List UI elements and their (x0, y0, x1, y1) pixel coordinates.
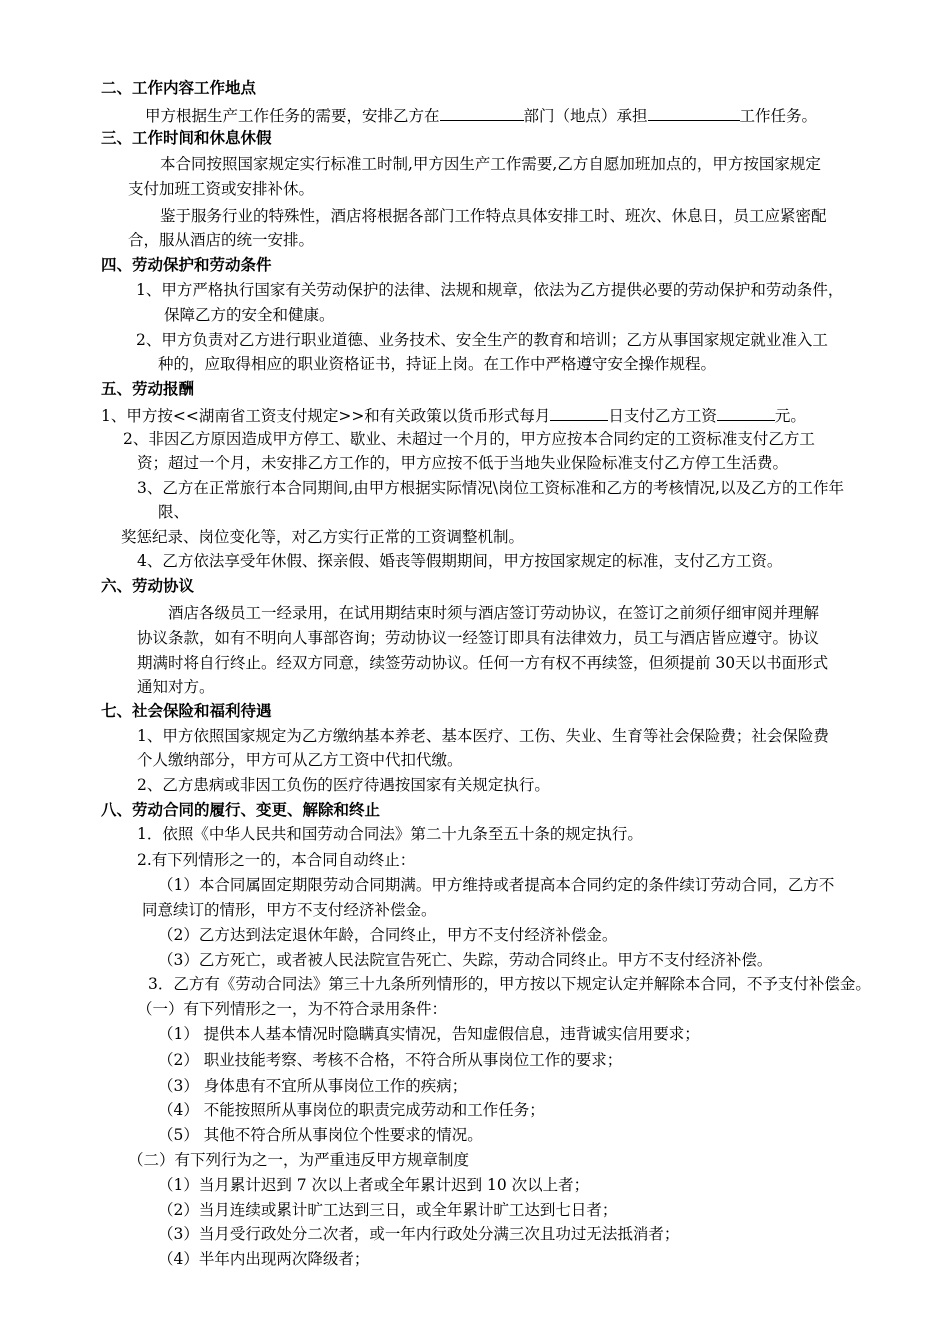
paragraph-line: 通知对方。 (137, 678, 215, 696)
paragraph-line: 支付加班工资或安排补休。 (128, 180, 315, 198)
text-segment: 日支付乙方工资 (608, 407, 717, 425)
list-item-line: （1）本合同属固定期限劳动合同期满。甲方维持或者提高本合同约定的条件续订劳动合同，乙方不 (158, 876, 835, 894)
section-heading-remuneration: 五、劳动报酬 (101, 380, 195, 398)
paragraph-line: 酒店各级员工一经录用，在试用期结束时须与酒店签订劳动协议，在签订之前须仔细审阅并理解 (168, 604, 820, 622)
section-heading-contract-termination: 八、劳动合同的履行、变更、解除和终止 (101, 801, 381, 819)
list-item-line (101, 403, 806, 425)
section-heading-work-hours: 三、工作时间和休息休假 (101, 129, 272, 147)
text-segment: 甲方根据生产工作任务的需要，安排乙方在 (145, 107, 440, 125)
list-item-line: 个人缴纳部分，甲方可从乙方工资中代扣代缴。 (137, 751, 463, 769)
list-item-line: 3．乙方有《劳动合同法》第三十九条所列情形的，甲方按以下规定认定并解除本合同，不予支付补偿金。 (148, 975, 871, 993)
section-heading-work-content: 二、工作内容工作地点 (101, 79, 257, 97)
list-item-line: （2）当月连续或累计旷工达到三日，或全年累计旷工达到七日者； (158, 1201, 618, 1219)
text-segment: 1、甲方按<<湖南省工资支付规定>>和有关政策以货币形式每月 (101, 407, 551, 425)
list-item-line: 1、甲方严格执行国家有关劳动保护的法律、法规和规章，依法为乙方提供必要的劳动保护和劳动条件， (136, 281, 844, 299)
list-item-line: 1．依照《中华人民共和国劳动合同法》第二十九条至五十条的规定执行。 (137, 825, 643, 843)
list-item-line: （5） 其他不符合所从事岗位个性要求的情况。 (158, 1126, 483, 1144)
list-item-line: （3）乙方死亡，或者被人民法院宣告死亡、失踪，劳动合同终止。甲方不支付经济补偿。 (158, 951, 773, 969)
list-item-line: （一）有下列情形之一，为不符合录用条件： (137, 1000, 448, 1018)
section-heading-labor-protection: 四、劳动保护和劳动条件 (101, 256, 272, 274)
blank-department (440, 103, 524, 121)
list-item-line: 保障乙方的安全和健康。 (164, 306, 335, 324)
list-item-line: 4、乙方依法享受年休假、探亲假、婚丧等假期期间，甲方按国家规定的标准，支付乙方工资。 (137, 552, 783, 570)
list-item-line: （1） 提供本人基本情况时隐瞒真实情况，告知虚假信息，违背诚实信用要求； (158, 1025, 700, 1043)
list-item-line: （二）有下列行为之一，为严重违反甲方规章制度 (128, 1151, 470, 1169)
paragraph-line: 协议条款，如有不明向人事部咨询；劳动协议一经签订即具有法律效力，员工与酒店皆应遵守。协议 (137, 629, 820, 647)
list-item-line: 资；超过一个月，未安排乙方工作的，甲方应按不低于当地失业保险标准支付乙方停工生活费。 (137, 454, 789, 472)
list-item-line: 2.有下列情形之一的，本合同自动终止： (137, 851, 416, 869)
paragraph-line: 本合同按照国家规定实行标准工时制,甲方因生产工作需要,乙方自愿加班加点的，甲方按国家规定 (160, 155, 821, 173)
list-item-line: 3、乙方在正常旅行本合同期间,由甲方根据实际情况\岗位工资标准和乙方的考核情况,以及乙方的工作年 (137, 479, 844, 497)
list-item-line: 同意续订的情形，甲方不支付经济补偿金。 (142, 901, 437, 919)
paragraph-line: 合，服从酒店的统一安排。 (128, 231, 315, 249)
list-item-line: 2、甲方负责对乙方进行职业道德、业务技术、安全生产的教育和培训；乙方从事国家规定就业准入工 (136, 331, 828, 349)
section-heading-labor-agreement: 六、劳动协议 (101, 577, 195, 595)
text-segment: 部门（地点）承担 (523, 107, 648, 125)
list-item-line: （3）当月受行政处分二次者，或一年内行政处分满三次且功过无法抵消者； (158, 1225, 680, 1243)
list-item-line: 2、乙方患病或非因工负伤的医疗待遇按国家有关规定执行。 (137, 776, 550, 794)
list-item-line: 奖惩纪录、岗位变化等，对乙方实行正常的工资调整机制。 (121, 528, 525, 546)
list-item-line: （2）乙方达到法定退休年龄，合同终止，甲方不支付经济补偿金。 (158, 926, 618, 944)
blank-pay-day (550, 403, 608, 421)
section-heading-social-insurance: 七、社会保险和福利待遇 (101, 702, 272, 720)
list-item-line: （1）当月累计迟到 7 次以上者或全年累计迟到 10 次以上者； (158, 1176, 590, 1194)
paragraph-line: 鉴于服务行业的特殊性，酒店将根据各部门工作特点具体安排工时、班次、休息日，员工应紧密配 (160, 207, 827, 225)
text-segment: 元。 (774, 407, 806, 425)
list-item-line: 限、 (158, 503, 190, 521)
blank-wage (717, 403, 775, 421)
list-item-line: （4） 不能按照所从事岗位的职责完成劳动和工作任务； (158, 1101, 545, 1119)
blank-task (648, 103, 740, 121)
paragraph-line (145, 103, 817, 125)
list-item-line: 1、甲方依照国家规定为乙方缴纳基本养老、基本医疗、工伤、失业、生育等社会保险费；社会保险费 (137, 727, 829, 745)
list-item-line: 种的，应取得相应的职业资格证书，持证上岗。在工作中严格遵守安全操作规程。 (158, 355, 717, 373)
paragraph-line: 期满时将自行终止。经双方同意，续签劳动协议。任何一方有权不再续签，但须提前 30天以书面形式 (137, 654, 829, 672)
list-item-line: （3） 身体患有不宜所从事岗位工作的疾病； (158, 1077, 468, 1095)
list-item-line: 2、非因乙方原因造成甲方停工、歇业、未超过一个月的，甲方应按本合同约定的工资标准支付乙方工 (123, 430, 815, 448)
list-item-line: （4）半年内出现两次降级者； (158, 1250, 370, 1268)
list-item-line: （2） 职业技能考察、考核不合格，不符合所从事岗位工作的要求； (158, 1051, 623, 1069)
text-segment: 工作任务。 (739, 107, 818, 125)
